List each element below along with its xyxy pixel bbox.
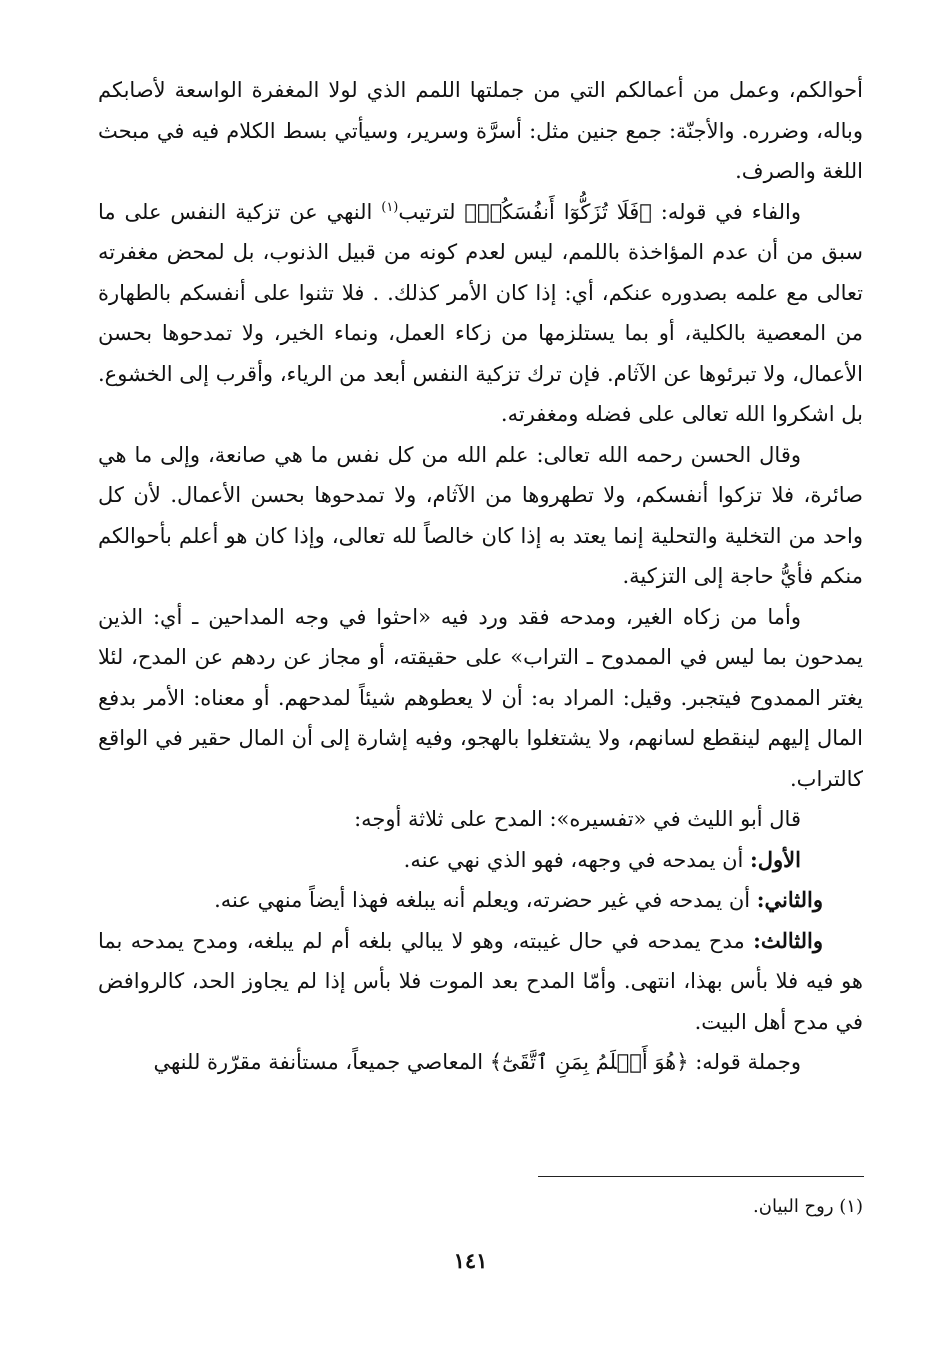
footnote-divider [538, 1176, 864, 1177]
paragraph-9: وجملة قوله: ﴿هُوَ أَعۡلَمُ بِمَنِ ٱتَّقَىٰٓ﴾ المعاصي جميعاً، مستأنفة مقرّرة للنهي [153, 1050, 801, 1074]
paragraph-5: قال أبو الليث في «تفسيره»: المدح على ثلاثة أوجه: [354, 807, 801, 831]
footnote-ref-1[interactable]: (١) [381, 199, 399, 215]
footnote-1: (١) روح البيان. [753, 1196, 863, 1217]
list-item-third [98, 921, 863, 1043]
page-body [98, 70, 863, 1083]
list-label-first: الأول: [750, 846, 801, 872]
paragraph-2-rest: النهي عن تزكية النفس على ما سبق من أن عدم المؤاخذة باللمم، ليس لعدم كونه من قبيل الذنوب، بل لمحض مغفرته تعالى مع علمه بصدوره عنكم، أي: إذا كان الأمر كذلك. . فلا تثنوا على أنفسكم بالطهارة من المعصية بالكلية، أو بما يستلزمها من زكاء العمل، ونماء الخير، ولا تمدحوها بحسن الأعمال، ولا تبرئوها عن الآثام. فإن ترك تزكية النفس أبعد من الرياء، وأقرب إلى الخشوع. بل اشكروا الله تعالى على فضله ومغفرته. [98, 199, 863, 426]
list-text-first: أن يمدحه في وجهه، فهو الذي نهي عنه. [403, 847, 751, 872]
paragraph-2-start: والفاء في قوله: ﴿فَلَا تُزَكُّوٓا أَنفُسَكُمۡ﴾ لترتيب [398, 199, 801, 224]
list-item-second [98, 880, 863, 921]
page-number: ١٤١ [453, 1248, 488, 1273]
paragraph-4: وأما من زكاه الغير، ومدحه فقد ورد فيه «احثوا في وجه المداحين ـ أي: الذين يمدحون بما ليس في الممدوح ـ التراب» على حقيقته، أو مجاز عن ردهم عن المدح، لئلا يغتر الممدوح فيتجبر. وقيل: المراد به: أن لا يعطوهم شيئاً لمدحهم. أو معناه: الأمر بدفع المال إليهم لينقطع لسانهم، ولا يشتغلوا بالهجو، وفيه إشارة إلى أن المال حقير في الواقع كالتراب. [98, 604, 863, 791]
list-label-second: والثاني: [756, 887, 823, 912]
list-text-second: أن يمدحه في غير حضرته، ويعلم أنه يبلغه فهذا أيضاً منهي عنه. [214, 888, 757, 912]
list-text-third: مدح يمدحه في حال غيبته، وهو لا يبالي بلغه أم لم يبلغه، ومدح يمدحه بما هو فيه فلا بأس بهذا، انتهى. وأمّا المدح بعد الموت فلا بأس إذا لم يجاوز الحد، كالروافض في مدح أهل البيت. [98, 928, 863, 1034]
paragraph-3: وقال الحسن رحمه الله تعالى: علم الله من كل نفس ما هي صانعة، وإلى ما هي صائرة، فلا تزكوا أنفسكم، ولا تطهروها من الآثام، ولا تمدحوها بحسن الأعمال. لأن كل واحد من التخلية والتحلية إنما يعتد به إذا كان خالصاً لله تعالى، وإذا كان هو أعلم بأحوالكم منكم فأيُّ حاجة إلى التزكية. [98, 442, 863, 588]
list-item-first [98, 840, 863, 881]
paragraph-1: أحوالكم، وعمل من أعمالكم التي من جملتها اللمم الذي لولا المغفرة الواسعة لأصابكم وباله، وضرره. والأجنّة: جمع جنين مثل: أسرَّة وسرير، وسيأتي بسط الكلام فيه في مبحث اللغة والصرف. [98, 78, 863, 183]
paragraph-2 [98, 192, 863, 435]
list-label-third: والثالث: [753, 927, 823, 953]
